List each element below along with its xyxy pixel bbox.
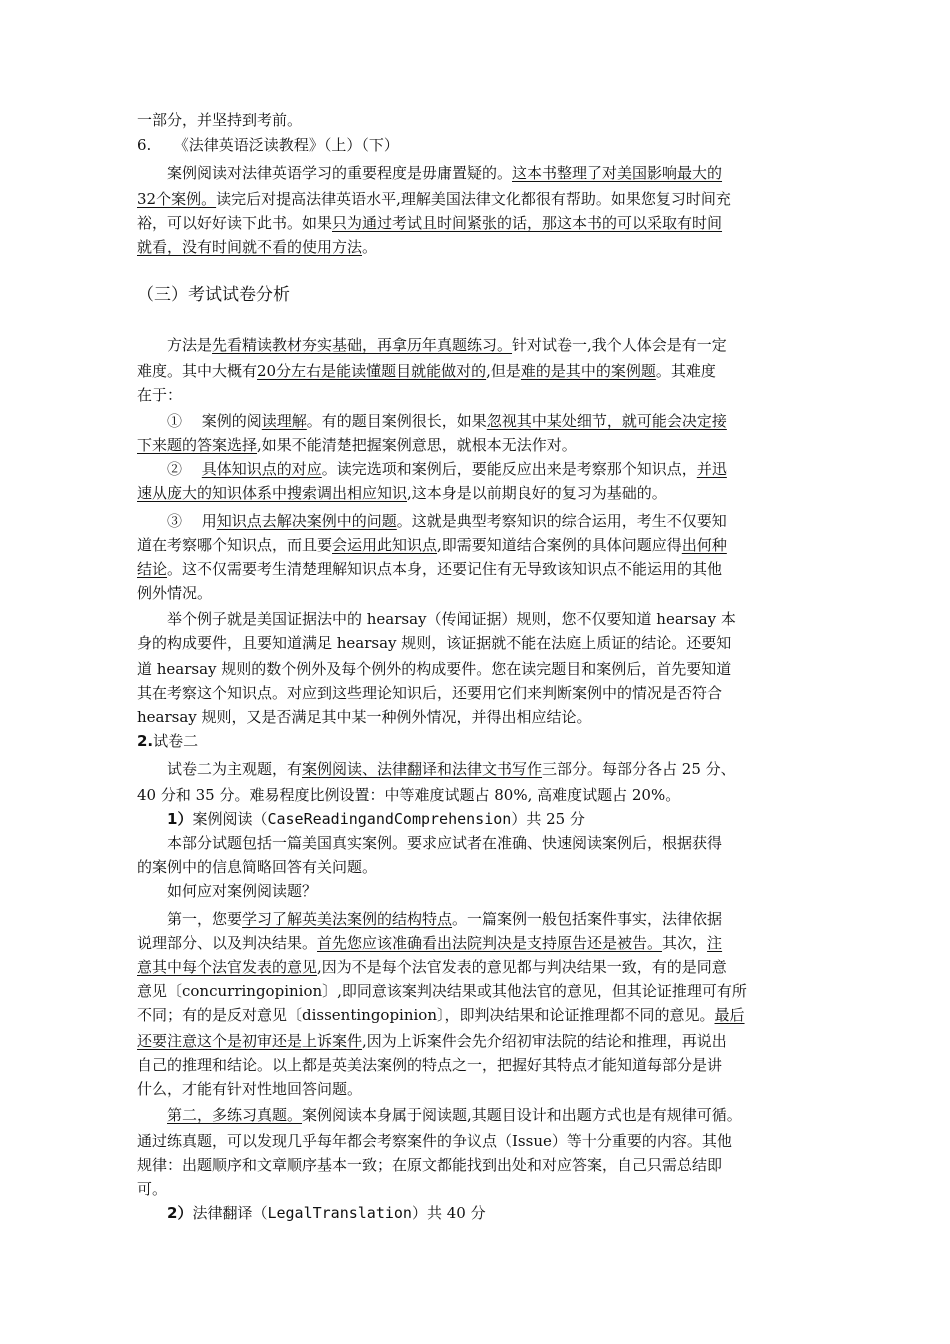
underlined-text: 还要注意这个是初审还是上诉案件 xyxy=(137,1032,363,1050)
text-run: 如何应对案例阅读题？ xyxy=(137,882,318,900)
underlined-text: 第二，多练习真题。 xyxy=(167,1106,303,1124)
text-run: ① 案例的阅 xyxy=(137,412,262,430)
text-line xyxy=(137,681,817,705)
text-run: 道在考察哪个知识点，而且要 xyxy=(137,536,333,554)
text-run: 其次， xyxy=(662,934,708,952)
text-run: 第一，您要 xyxy=(137,910,243,928)
underlined-text: 先看精读教材夯实基础，再拿历年真题练习。 xyxy=(212,336,513,354)
text-run: ,因为不是每个法官发表的意见都与判决结果一致，有的是同意 xyxy=(317,958,727,976)
text-run: 方法是 xyxy=(137,336,213,354)
underlined-text: 学习了解英美法案例的结构特点 xyxy=(242,910,453,928)
text-line xyxy=(137,879,817,903)
text-run: 。其难度 xyxy=(655,362,716,380)
text-line xyxy=(137,783,817,807)
text-line xyxy=(137,1129,817,1153)
text-run: 。读完选项和案例后，要能反应出来是考察那个知识点， xyxy=(321,460,697,478)
text-run: 针对试卷一,我个人体会是有一定 xyxy=(512,336,727,354)
text-line xyxy=(137,1003,817,1027)
underlined-text: 并迅 xyxy=(696,460,727,478)
text-run: 。有的题目案例很长，如果 xyxy=(306,412,487,430)
bold-text: 2） xyxy=(167,1204,193,1222)
text-line xyxy=(137,481,817,505)
text-line xyxy=(137,931,817,955)
text-run: 裕，可以好好读下此书。如果 xyxy=(137,214,333,232)
text-run: 通过练真题，可以发现几乎每年都会考察案件的争议点（Issue）等十分重要的内容。其他 xyxy=(137,1132,732,1150)
text-line xyxy=(137,1103,817,1127)
underlined-text: 最后 xyxy=(714,1006,745,1024)
text-run: 身的构成要件，且要知道满足 hearsay 规则，该证据就不能在法庭上质证的结论。还要知 xyxy=(137,634,732,652)
underlined-text: 32个案例。 xyxy=(137,190,217,208)
text-run: 。 xyxy=(362,238,378,256)
text-line xyxy=(137,211,817,235)
text-run: 试卷二 xyxy=(153,732,199,750)
underlined-text: 意其中每个法官发表的意见 xyxy=(137,958,318,976)
text-line xyxy=(137,1201,817,1225)
text-run xyxy=(137,810,167,828)
text-run: 什么，才能有针对性地回答问题。 xyxy=(137,1080,363,1098)
underlined-text: 出何种 xyxy=(681,536,727,554)
text-run: ③ 用 xyxy=(137,512,217,530)
text-line xyxy=(137,433,817,457)
text-line xyxy=(137,607,817,631)
text-line xyxy=(137,235,817,259)
text-run: 其在考察这个知识点。对应到这些理论知识后，还要用它们来判断案例中的情况是否符合 xyxy=(137,684,723,702)
underlined-text: 20分左右是能读懂题目就能做对的 xyxy=(257,362,487,380)
text-line xyxy=(137,657,817,681)
underlined-text: 难的是其中的案例题 xyxy=(520,362,656,380)
text-run: ,即需要知道结合案例的具体问题应得 xyxy=(437,536,682,554)
text-run: 难度。其中大概有 xyxy=(137,362,258,380)
text-run: 规律：出题顺序和文章顺序基本一致；在原文都能找到出处和对应答案，自己只需总结即 xyxy=(137,1156,723,1174)
text-run: ）共 25 分 xyxy=(511,810,585,828)
underlined-text: 知识点去解决案例中的问题 xyxy=(216,512,397,530)
text-run xyxy=(137,1106,167,1124)
text-line xyxy=(137,333,817,357)
text-line xyxy=(137,705,817,729)
text-run: 。一篇案例一般包括案件事实，法律依据 xyxy=(452,910,723,928)
text-line xyxy=(137,557,817,581)
text-line xyxy=(137,1177,817,1201)
underlined-text: 速从庞大的知识体系中搜索调出相应知识 xyxy=(137,484,408,502)
text-run: 意见〔concurringopinion〕,即同意该案判决结果或其他法官的意见，但其论证推理可有所 xyxy=(137,982,747,1000)
text-run: 法律翻译（ xyxy=(192,1204,268,1222)
text-line xyxy=(137,409,817,433)
text-run: 说理部分、以及判决结果。 xyxy=(137,934,318,952)
text-line xyxy=(137,1077,817,1101)
text-line xyxy=(137,133,817,157)
bold-text: 1） xyxy=(167,810,193,828)
english-term: LegalTranslation xyxy=(267,1204,412,1222)
text-run: 的案例中的信息简略回答有关问题。 xyxy=(137,858,378,876)
text-line xyxy=(137,729,817,753)
bold-text: 2. xyxy=(137,732,154,750)
underlined-text: 这本书整理了对美国影响最大的 xyxy=(512,164,723,182)
text-line xyxy=(137,533,817,557)
text-line xyxy=(137,955,817,979)
text-run: 在于： xyxy=(137,386,183,404)
text-line xyxy=(137,1153,817,1177)
text-run xyxy=(137,1204,167,1222)
underlined-text: 就看，没有时间就不看的使用方法 xyxy=(137,238,363,256)
text-line xyxy=(137,161,817,185)
text-line xyxy=(137,831,817,855)
underlined-text: 注 xyxy=(707,934,723,952)
text-run: 。这不仅需要考生清楚理解知识点本身，还要记住有无导致该知识点不能运用的其他 xyxy=(167,560,723,578)
text-line xyxy=(137,757,817,781)
underlined-text: 只为通过考试且时间紧张的话，那这本书的可以采取有时间 xyxy=(332,214,723,232)
text-run: 案例阅读对法律英语学习的重要程度是毋庸置疑的。 xyxy=(137,164,513,182)
text-run: 自己的推理和结论。以上都是英美法案例的特点之一，把握好其特点才能知道每部分是讲 xyxy=(137,1056,723,1074)
text-run: 40 分和 35 分。难易程度比例设置：中等难度试题占 80%, 高难度试题占 20%。 xyxy=(137,786,681,804)
english-term: CaseReadingandComprehension xyxy=(267,810,512,828)
text-line xyxy=(137,187,817,211)
text-line xyxy=(137,509,817,533)
text-run: ,因为上诉案件会先介绍初审法院的结论和推理，再说出 xyxy=(362,1032,727,1050)
text-line xyxy=(137,807,817,831)
text-line xyxy=(137,457,817,481)
text-line xyxy=(137,855,817,879)
underlined-text: 读理解 xyxy=(261,412,307,430)
text-run: 本部分试题包括一篇美国真实案例。要求应试者在准确、快速阅读案例后，根据获得 xyxy=(137,834,723,852)
underlined-text: 会运用此知识点 xyxy=(332,536,438,554)
text-line xyxy=(137,1029,817,1053)
text-run: 案例阅读本身属于阅读题,其题目设计和出题方式也是有规律可循。 xyxy=(302,1106,742,1124)
underlined-text: 下来题的答案选择 xyxy=(137,436,258,454)
text-run: ）共 40 分 xyxy=(411,1204,486,1222)
text-line xyxy=(137,108,817,132)
text-run: 例外情况。 xyxy=(137,584,213,602)
text-run: ② xyxy=(137,460,202,478)
text-run: 。这就是典型考察知识的综合运用，考生不仅要知 xyxy=(396,512,727,530)
section-heading: （三）考试试卷分析 xyxy=(137,285,290,305)
text-line xyxy=(137,1053,817,1077)
text-run: 读完后对提高法律英语水平,理解美国法律文化都很有帮助。如果您复习时间充 xyxy=(216,190,731,208)
text-run: ,如果不能清楚把握案例意思，就根本无法作对。 xyxy=(257,436,577,454)
text-run: 不同；有的是反对意见〔dissentingopinion〕，即判决结果和论证推理都不同的意见。 xyxy=(137,1006,715,1024)
text-run: hearsay 规则，又是否满足其中某一种例外情况，并得出相应结论。 xyxy=(137,708,592,726)
text-line xyxy=(137,359,817,383)
text-run: 试卷二为主观题，有 xyxy=(137,760,303,778)
text-run: 道 hearsay 规则的数个例外及每个例外的构成要件。您在读完题目和案例后，首先要知道 xyxy=(137,660,732,678)
text-line xyxy=(137,383,817,407)
text-run: 案例阅读（ xyxy=(192,810,268,828)
text-run: 可。 xyxy=(137,1180,168,1198)
text-run: ,但是 xyxy=(486,362,521,380)
text-run: ,这本身是以前期良好的复习为基础的。 xyxy=(407,484,667,502)
text-line xyxy=(137,979,817,1003)
text-run: 6. 《法律英语泛读教程》（上）（下） xyxy=(137,136,399,154)
text-line xyxy=(137,907,817,931)
text-run: 三部分。每部分各占 25 分、 xyxy=(542,760,736,778)
underlined-text: 案例阅读、法律翻译和法律文书写作 xyxy=(302,760,543,778)
text-line xyxy=(137,581,817,605)
text-run: 举个例子就是美国证据法中的 hearsay（传闻证据）规则，您不仅要知道 hearsay 本 xyxy=(137,610,736,628)
underlined-text: 结论 xyxy=(137,560,168,578)
text-run: 一部分，并坚持到考前。 xyxy=(137,111,303,129)
underlined-text: 具体知识点的对应 xyxy=(201,460,322,478)
underlined-text: 忽视其中某处细节，就可能会决定接 xyxy=(486,412,727,430)
underlined-text: 首先您应该准确看出法院判决是支持原告还是被告。 xyxy=(317,934,663,952)
text-line xyxy=(137,631,817,655)
